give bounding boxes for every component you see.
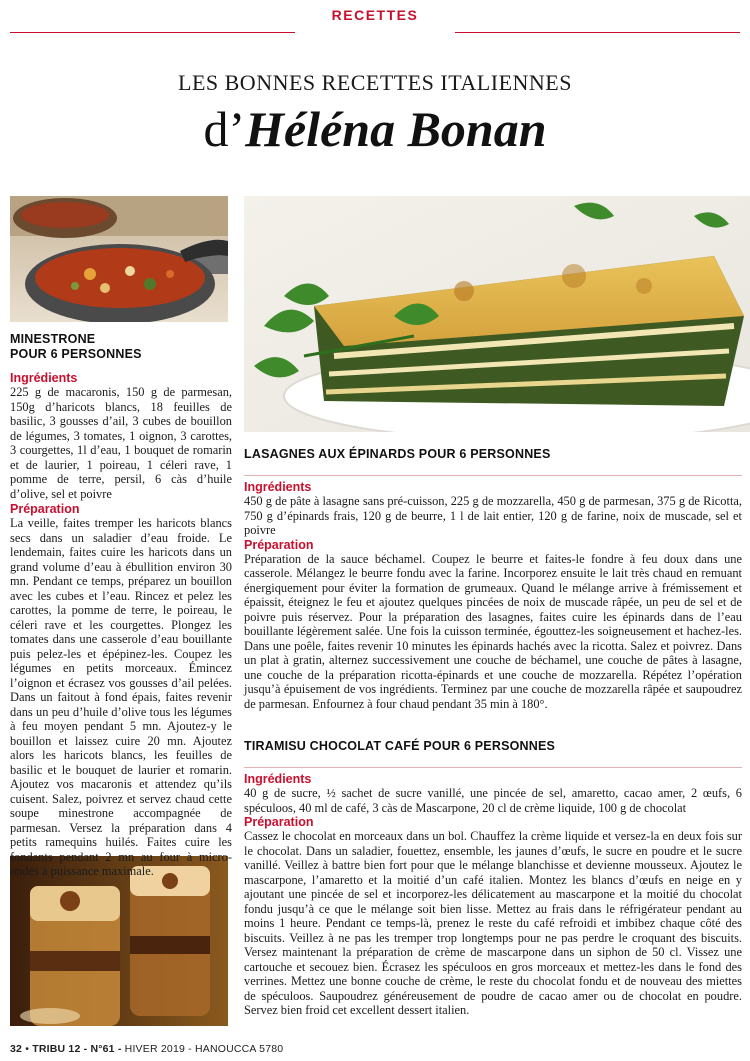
title-name: Héléna Bonan — [245, 101, 547, 157]
title-prefix: d’ — [203, 101, 246, 157]
issue-label: HIVER 2019 - HANOUCCA 5780 — [124, 1043, 284, 1055]
minestrone-ingredients: 225 g de macaronis, 150 g de parmesan, 150g d’haricots blancs, 18 feuilles de basilic, 3 gousses d’ail, 3 cubes de bouillon de légumes, 3 tomates, 1 oignon, 3 carottes, 3 courgettes, 1l d’eau, 1 bouquet de romarin et de laurier, 1 poireau, 1 céleri rave, 1 pomme de terre, persil, 6 càs d’huile d’olive, sel et poivre — [10, 385, 232, 501]
lasagnes-ingredients: 450 g de pâte à lasagne sans pré-cuisson, 225 g de mozzarella, 450 g de parmesan, 375 g de Ricotta, 750 g d’épinards frais, 120 g de beurre, 1 l de lait entier, 120 g de farine, noix de muscade, sel et poivre — [244, 494, 742, 537]
lasagnes-section — [244, 447, 742, 711]
lasagnes-ingredients-heading: Ingrédients — [244, 480, 312, 494]
header-rule-left — [10, 32, 295, 33]
section-tag: RECETTES — [331, 7, 419, 23]
header-rule-right — [455, 32, 740, 33]
minestrone-ingredients-heading: Ingrédients — [10, 371, 78, 385]
tiramisu-rule — [244, 767, 742, 768]
minestrone-title — [10, 332, 232, 362]
tiramisu-ingredients: 40 g de sucre, ½ sachet de sucre vanillé, une pincée de sel, amaretto, cacao amer, 2 œufs, 6 spéculoos, 40 ml de café, 3 càs de Mascarpone, 20 cl de crème liquide, 100 g de chocolat — [244, 786, 742, 815]
page-title-line1: LES BONNES RECETTES ITALIENNES — [178, 70, 572, 95]
tiramisu-photo — [10, 856, 228, 1026]
magazine-name: TRIBU 12 - N°61 - — [32, 1043, 122, 1055]
lasagnes-title: LASAGNES AUX ÉPINARDS POUR 6 PERSONNES — [244, 447, 551, 461]
minestrone-preparation-heading: Préparation — [10, 502, 80, 516]
page-title-line2 — [0, 101, 750, 157]
page-footer — [10, 1043, 283, 1055]
tiramisu-preparation-heading: Préparation — [244, 815, 314, 829]
lasagnes-preparation: Préparation de la sauce béchamel. Coupez le beurre et faites-le fondre à feu doux dans une casserole. Mélangez le beurre fondu avec la farine. Incorporez ensuite le lait très chaud en remuant énergiquement pour éviter la formation de grumeaux. Quand le mélange arrive à frémissement et épaissit, éteignez le feu et ajoutez quelques pincées de noix de muscade râpée, un peu de sel et de poivre puis réservez. Pour la préparation des lasagnes, faites cuire les épinards dans de l’eau bouillante légèrement salée. Une fois la cuisson terminée, égouttez-les soigneusement et hachez-les. Dans une poêle, faites revenir 10 minutes les épinards hachés avec la ricotta. Salez et poivrez. Dans un plat à gratin, alternez successivement une couche de béchamel, une couche de pâtes à lasagne, une couche de la préparation ricotta-épinards et une couche de mozzarella. Répétez l’opération jusqu’à épuisement de vos ingrédients. Terminez par une couche de mozzarella râpée et saupoudrez de parmesan. Enfournez à four chaud pendant 35 min à 180°. — [244, 551, 742, 711]
lasagnes-preparation-heading: Préparation — [244, 537, 314, 552]
footer-bullet: • — [25, 1043, 30, 1055]
minestrone-photo — [10, 196, 228, 322]
minestrone-preparation: La veille, faites tremper les haricots blancs secs dans un saladier d’eau froide. Le lendemain, faites cuire les haricots dans un grand volume d’eau à ébullition environ 30 mn. Pendant ce temps, préparez un bouillon avec les cubes et l’eau. Rincez et pelez les carottes, la pomme de terre, le poireau, le céleri rave et les courgettes. Plongez les tomates dans une casserole d’eau bouillante puis pelez-les et épépinez-les. Coupez les légumes en petits morceaux. Émincez l’oignon et écrasez vos gousses d’ail pelées. Dans un faitout à fond épais, faites revenir dans un peu d’huile d’olive tous les légumes à feu moyen pendant 5 mn. Ajoutez-y le bouillon et laissez cuire 20 mn. Ajoutez alors les haricots blancs, les feuilles de basilic et le bouquet de laurier et romarin. Ajoutez vos macaronis et attendez qu’ils cuisent. Salez, poivrez et servez chaud cette soupe minestrone accompagnée de parmesan. Versez la préparation dans 4 petits ramequins huilés. Faites cuire les fondants pendant 2 mn au four à micro-ondes à puissance maximale. — [10, 516, 232, 878]
tiramisu-preparation: Cassez le chocolat en morceaux dans un bol. Chauffez la crème liquide et versez-la en deux fois sur le chocolat. Dans un saladier, fouettez, ensemble, les jaunes d’œufs, le sucre en poudre et le sucre vanillé. Veillez à battre bien fort pour que le mélange blanchisse et devienne mousseux. Ajoutez le mascarpone, l’amaretto et la moitié d’un café italien. Montez les blancs d’œufs en neige en y ajoutant une pincée de sel et incorporez-les délicatement au mascarpone et la moitié du chocolat fondu jusqu’à ce que le mélange soit bien lisse. Mettez au frais dans le réfrigérateur pendant au moins 1 heure. Pendant ce temps-là, prenez le reste du café refroidi et imbibez chaque côté des biscuits. Veillez à ne pas les tremper trop longtemps pour ne pas perdre le croquant des biscuits. Versez maintenant la préparation de crème de mascarpone dans un siphon de 50 cl. Vissez une cartouche et secouez bien. Écrasez les spéculoos en gros morceaux et mettez-les dans le fond des verrines. Mettez une bonne couche de crème, le reste du chocolat fondu et de nouveau des miettes de spéculoos. Saupoudrez généreusement de poudre de cacao amer ou de chocolat en poudre. Servez bien froid cet excellent dessert italien. — [244, 829, 742, 1017]
minestrone-section — [10, 332, 232, 879]
tiramisu-section — [244, 739, 742, 1018]
tiramisu-ingredients-heading: Ingrédients — [244, 772, 312, 786]
minestrone-title-line1: MINESTRONE — [10, 332, 96, 346]
minestrone-title-line2: POUR 6 PERSONNES — [10, 347, 142, 361]
lasagnes-rule — [244, 475, 742, 476]
tiramisu-title: TIRAMISU CHOCOLAT CAFÉ POUR 6 PERSONNES — [244, 739, 556, 753]
page-number: 32 — [10, 1043, 23, 1055]
lasagna-photo — [244, 196, 750, 432]
